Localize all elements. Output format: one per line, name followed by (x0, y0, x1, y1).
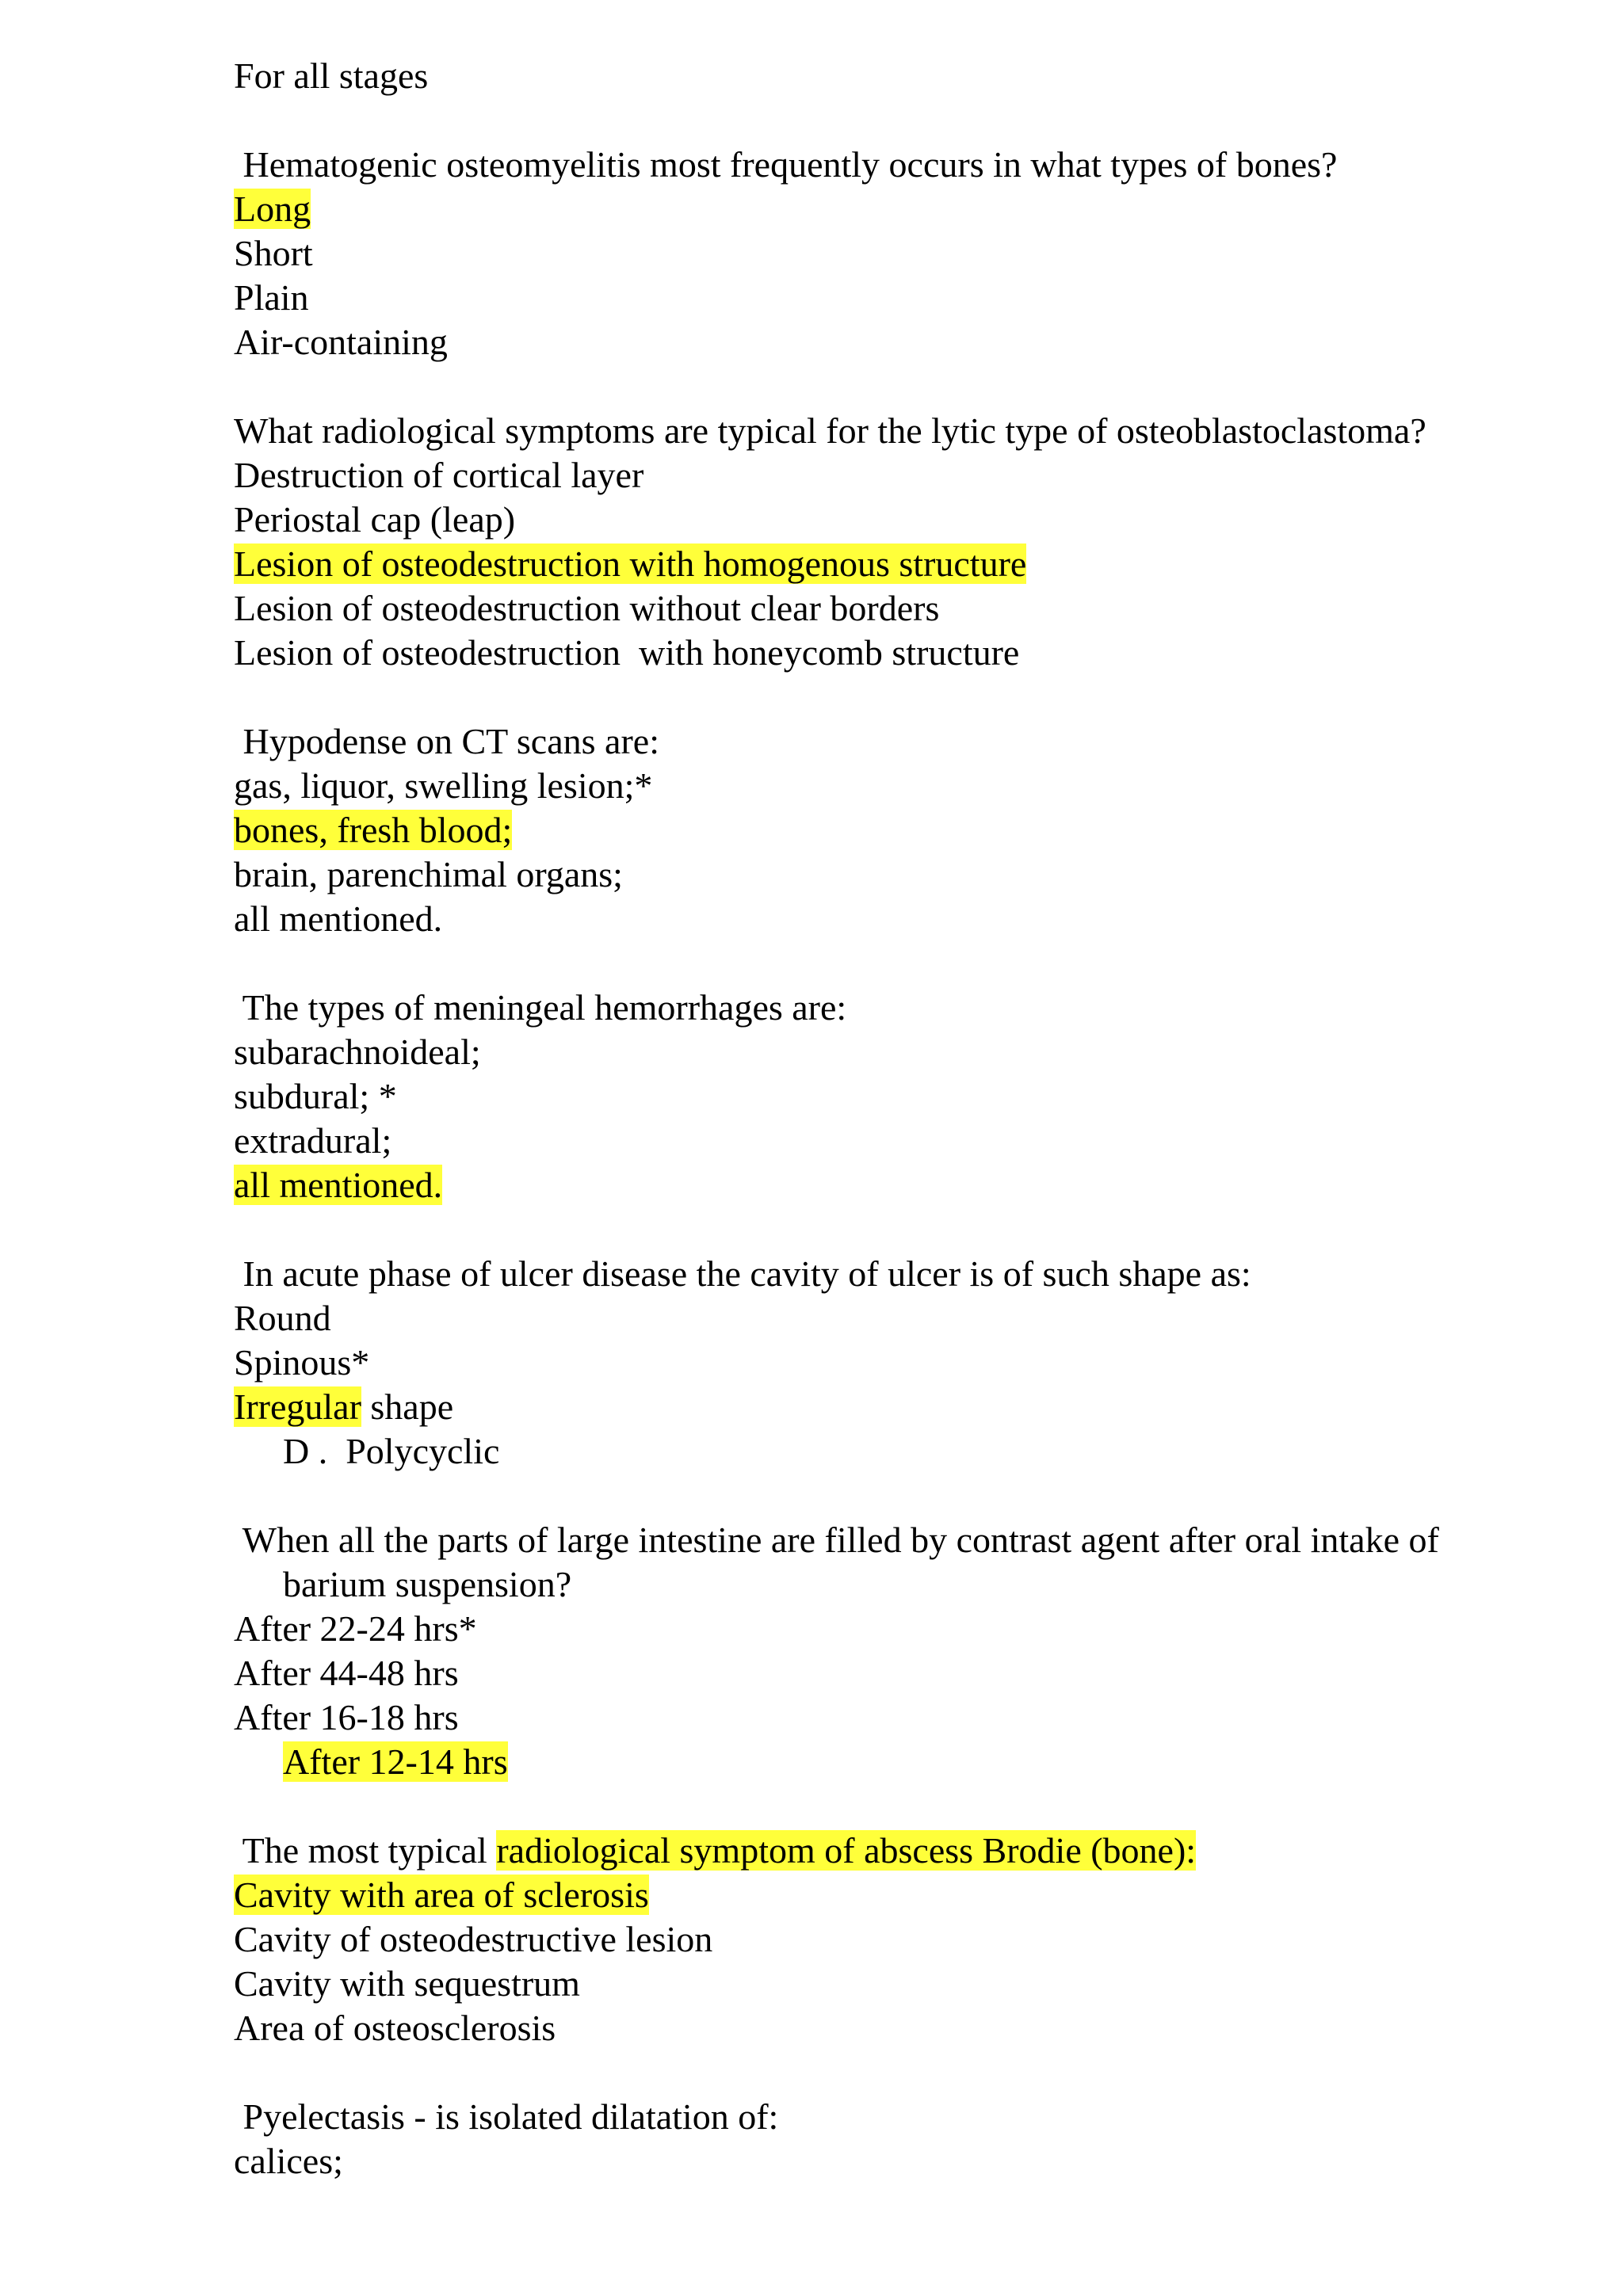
question-1: Hematogenic osteomyelitis most frequently occurs in what types of bones? (234, 144, 1338, 185)
q2-option-1: Destruction of cortical layer (234, 455, 644, 495)
question-5: In acute phase of ulcer disease the cavity of ulcer is of such shape as: (234, 1253, 1251, 1294)
q2-option-4: Lesion of osteodestruction without clear borders (234, 588, 940, 628)
q7-option-1 (234, 1873, 1623, 1917)
q6-option-1: After 22-24 hrs* (234, 1608, 477, 1649)
q4-option-3: extradural; (234, 1120, 392, 1161)
answer-highlight: radiological symptom of abscess Brodie (bone): (496, 1830, 1197, 1871)
option-suffix: shape (361, 1386, 454, 1427)
q5-option-1: Round (234, 1298, 331, 1338)
spacer (234, 1784, 1623, 1829)
question-8: Pyelectasis - is isolated dilatation of: (234, 2096, 779, 2137)
q6-option-3: After 16-18 hrs (234, 1697, 459, 1737)
q5-option-2: Spinous* (234, 1342, 370, 1383)
answer-highlight: Lesion of osteodestruction with homogenous structure (234, 543, 1027, 584)
answer-highlight: After 12-14 hrs (283, 1741, 508, 1782)
q1-option-2: Short (234, 233, 313, 273)
q8-option-1: calices; (234, 2141, 343, 2181)
question-2: What radiological symptoms are typical for the lytic type of osteoblastoclastoma? (234, 410, 1426, 451)
answer-highlight: all mentioned. (234, 1165, 443, 1205)
q4-option-1: subarachnoideal; (234, 1032, 481, 1072)
q3-option-2 (234, 808, 1623, 852)
q1-option-3: Plain (234, 277, 309, 318)
answer-highlight: bones, fresh blood; (234, 810, 513, 850)
question-3: Hypodense on CT scans are: (234, 721, 659, 761)
q2-option-3 (234, 542, 1623, 586)
spacer (234, 1474, 1623, 1518)
spacer (234, 1207, 1623, 1252)
question-7 (234, 1829, 1623, 1873)
question-6-line-2: barium suspension? (283, 1564, 572, 1604)
q5-option-4: D . Polycyclic (283, 1431, 500, 1471)
q4-option-2: subdural; * (234, 1076, 397, 1116)
q3-option-1: gas, liquor, swelling lesion;* (234, 765, 653, 806)
q2-option-5: Lesion of osteodestruction with honeycomb structure (234, 632, 1020, 673)
q3-option-4: all mentioned. (234, 898, 443, 939)
spacer (234, 941, 1623, 986)
q7-option-3: Cavity with sequestrum (234, 1963, 580, 2004)
question-6-line-1: When all the parts of large intestine are filled by contrast agent after oral intake of (234, 1520, 1439, 1560)
spacer (234, 2050, 1623, 2095)
q2-option-2: Periostal cap (leap) (234, 499, 516, 540)
answer-highlight: Irregular (234, 1386, 361, 1427)
q3-option-3: brain, parenchimal organs; (234, 854, 623, 894)
q1-option-4: Air-containing (234, 322, 448, 362)
spacer (234, 364, 1623, 409)
spacer (234, 675, 1623, 719)
q6-option-4 (234, 1740, 1623, 1784)
q4-option-4 (234, 1163, 1623, 1207)
answer-highlight: Long (234, 189, 311, 229)
q7-option-2: Cavity of osteodestructive lesion (234, 1919, 713, 1959)
question-4: The types of meningeal hemorrhages are: (234, 987, 847, 1028)
q1-option-1 (234, 187, 1623, 231)
q5-option-3 (234, 1385, 1623, 1429)
answer-highlight: Cavity with area of sclerosis (234, 1875, 649, 1915)
question-7-part-1: The most typical (234, 1830, 497, 1871)
q6-option-2: After 44-48 hrs (234, 1653, 459, 1693)
spacer (234, 98, 1623, 143)
q7-option-4: Area of osteosclerosis (234, 2008, 556, 2048)
header-text: For all stages (234, 55, 429, 96)
